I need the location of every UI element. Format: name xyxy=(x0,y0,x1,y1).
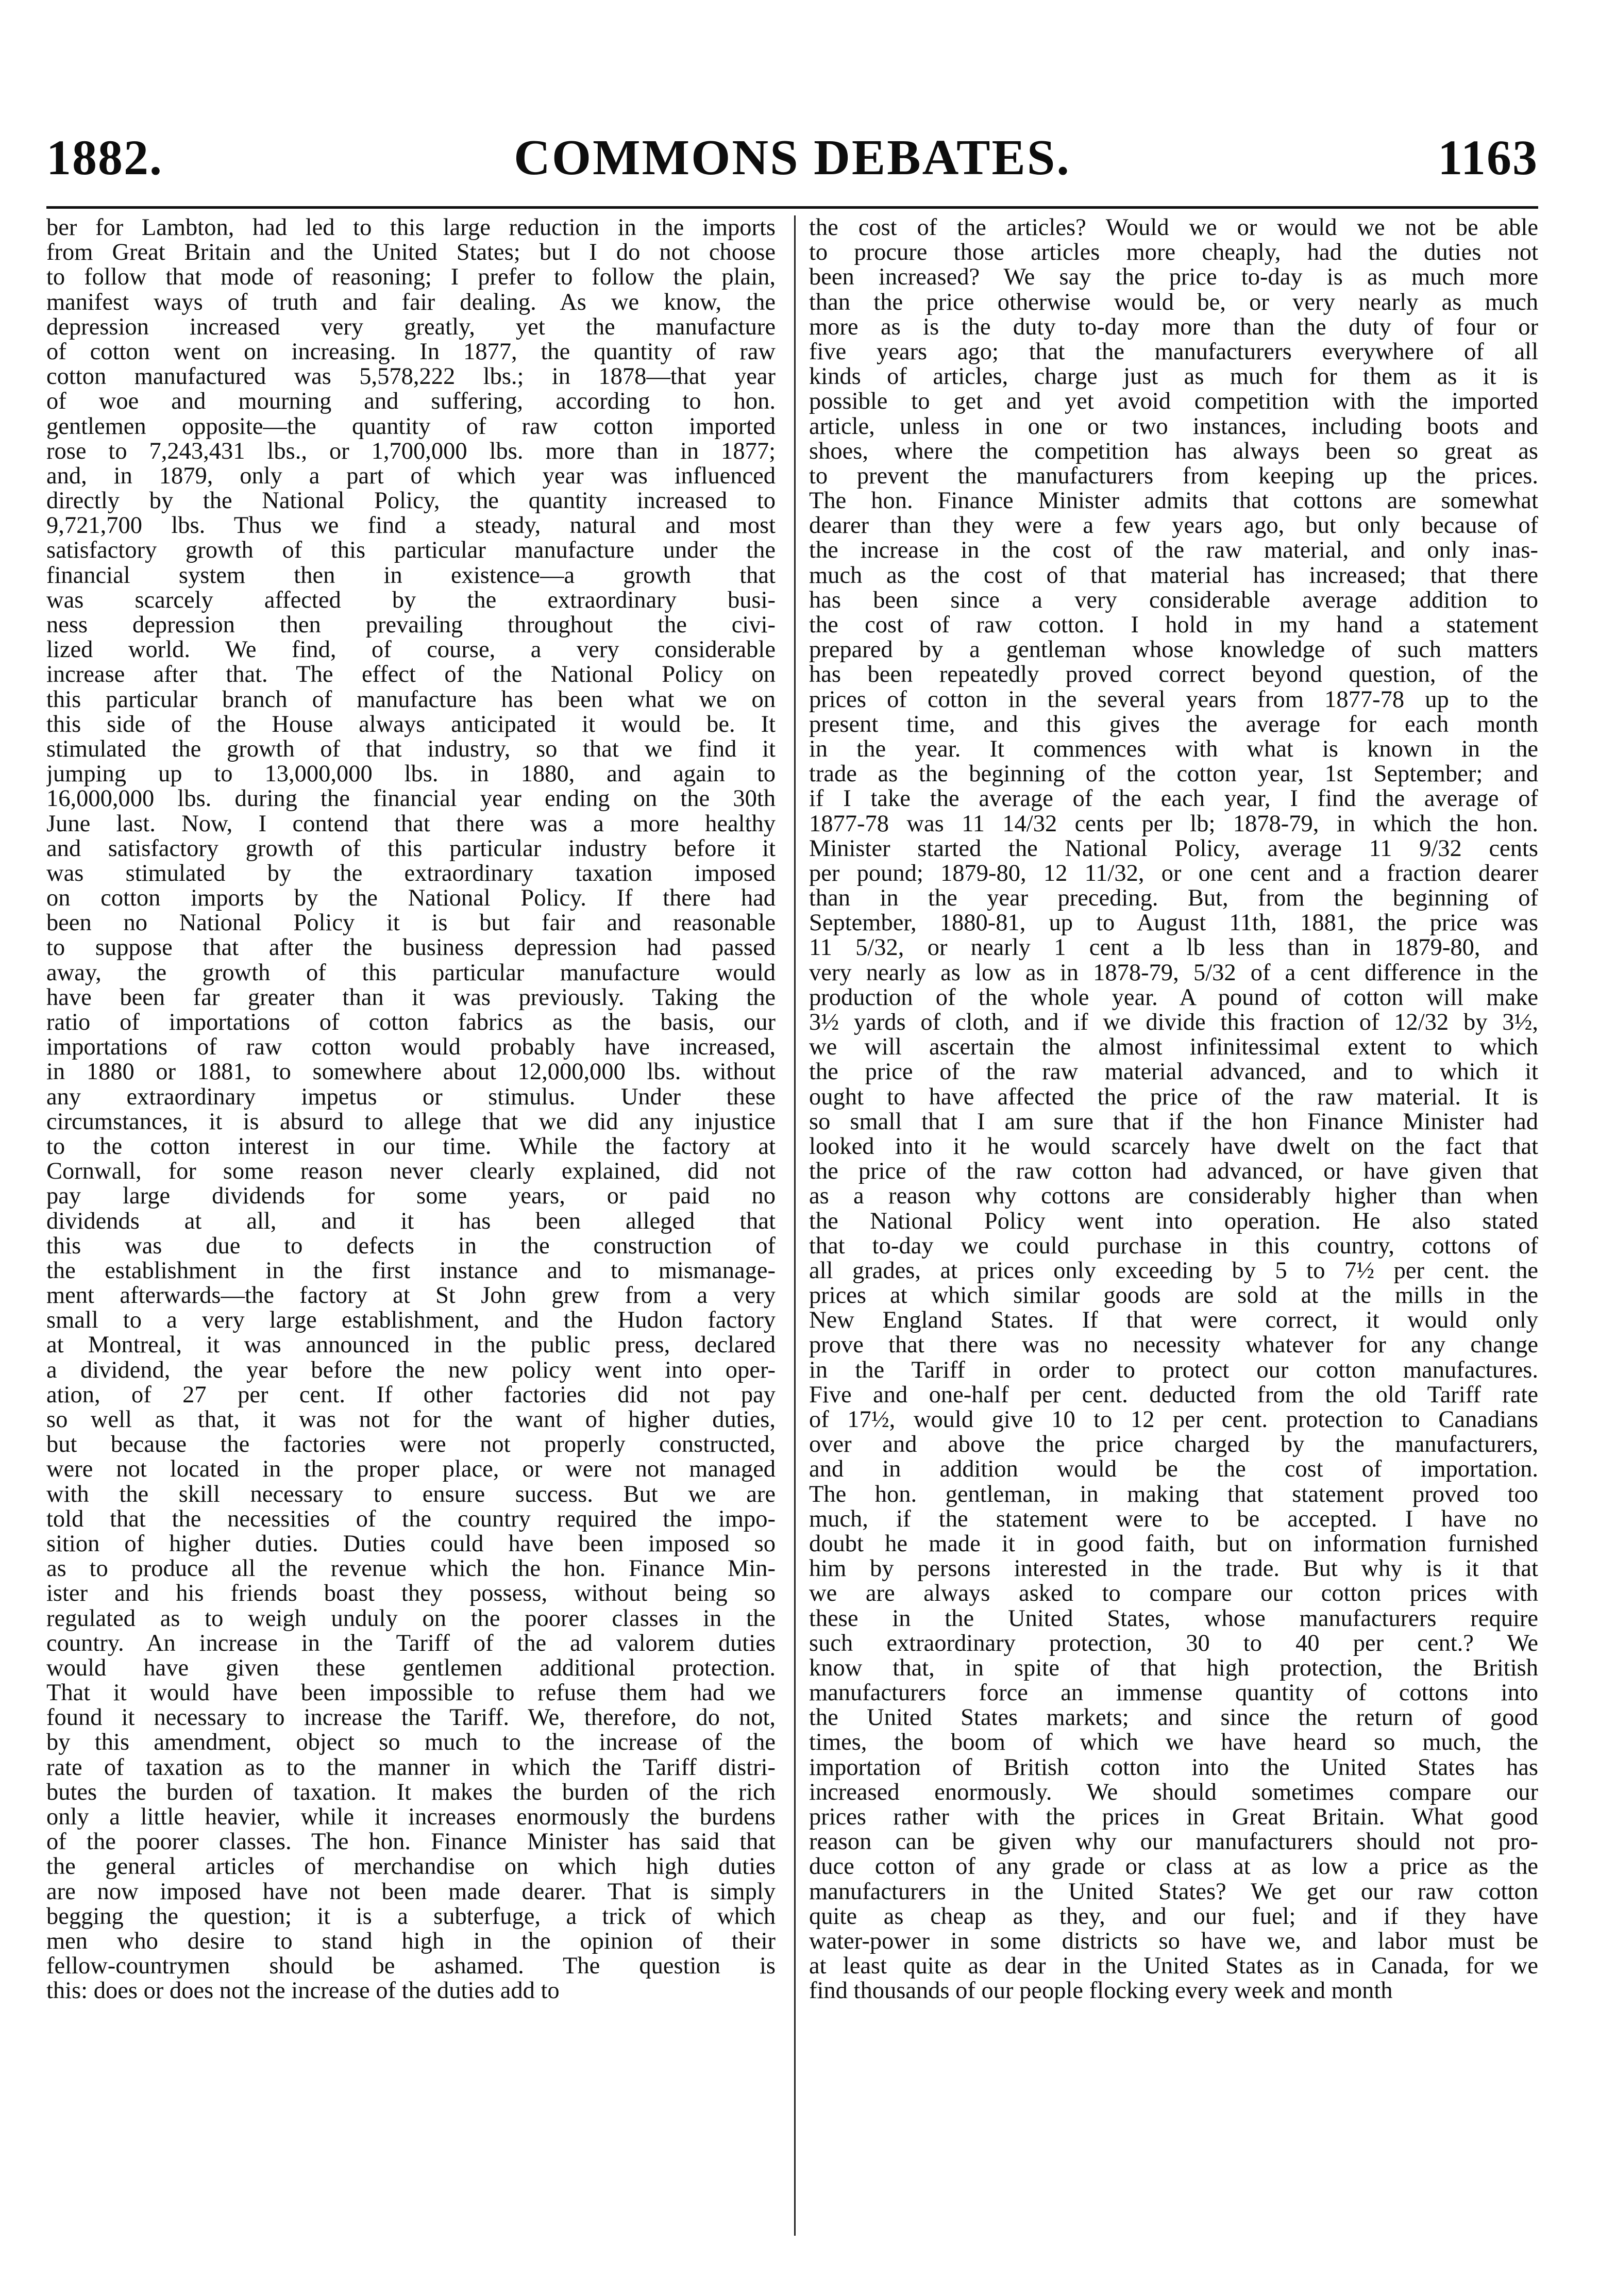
text-line: away, the growth of this particular manufacture would xyxy=(46,960,776,985)
text-line: reason can be given why our manufacturers should not pro- xyxy=(809,1830,1538,1855)
text-line: much, if the statement were to be accepted. I have no xyxy=(809,1506,1538,1532)
text-line: the increase in the cost of the raw material, and only inas- xyxy=(809,538,1538,563)
text-line: The hon. Finance Minister admits that cottons are somewhat xyxy=(809,489,1538,514)
text-line: of 17½, would give 10 to 12 per cent. protection to Canadians xyxy=(809,1407,1538,1433)
text-line: to the cotton interest in our time. While the factory at xyxy=(46,1134,776,1160)
text-line: prices of cotton in the several years from 1877-78 up to the xyxy=(809,687,1538,712)
text-line: dearer than they were a few years ago, but only because of xyxy=(809,513,1538,539)
text-line: cotton manufactured was 5,578,222 lbs.; in 1878—that year xyxy=(46,364,776,390)
text-line: Minister started the National Policy, average 11 9/32 cents xyxy=(809,836,1538,861)
text-line: ment afterwards—the factory at St John grew from a very xyxy=(46,1283,776,1309)
text-line: this: does or does not the increase of the duties add to xyxy=(46,1979,560,2004)
text-line: we will ascertain the almost infinitessimal extent to which xyxy=(809,1035,1538,1060)
text-line: five years ago; that the manufacturers everywhere of all xyxy=(809,339,1538,365)
text-line: circumstances, it is absurd to allege that we did any injustice xyxy=(46,1109,776,1134)
text-line: by this amendment, object so much to the increase of the xyxy=(46,1730,776,1755)
text-line: than in the year preceding. But, from the beginning of xyxy=(809,886,1538,911)
text-line: prove that there was no necessity whatever for any change xyxy=(809,1333,1538,1358)
text-line: to prevent the manufacturers from keeping up the prices. xyxy=(809,463,1538,489)
text-line: directly by the National Policy, the quantity increased to xyxy=(46,489,776,514)
text-line: so small that I am sure that if the hon Finance Minister had xyxy=(809,1109,1538,1134)
column-divider xyxy=(794,215,796,2236)
text-line: Cornwall, for some reason never clearly explained, did not xyxy=(46,1159,776,1184)
text-line: this side of the House always anticipated it would be. It xyxy=(46,712,776,737)
text-line: increase after that. The effect of the National Policy on xyxy=(46,662,776,688)
text-line: 16,000,000 lbs. during the financial year ending on the 30th xyxy=(46,786,776,812)
text-line: of woe and mourning and suffering, according to hon. xyxy=(46,389,776,414)
text-line: looked into it he would scarcely have dwelt on the fact that xyxy=(809,1134,1538,1160)
text-line: been increased? We say the price to-day is as much more xyxy=(809,265,1538,290)
text-line: dividends at all, and it has been alleged that xyxy=(46,1209,776,1234)
text-line: was stimulated by the extraordinary taxation imposed xyxy=(46,861,776,886)
text-line: as to produce all the revenue which the hon. Finance Min- xyxy=(46,1556,776,1582)
text-line: present time, and this gives the average for each month xyxy=(809,712,1538,737)
text-line: than the price otherwise would be, or very nearly as much xyxy=(809,290,1538,315)
text-line: and in addition would be the cost of importation. xyxy=(809,1457,1538,1482)
text-line: pay large dividends for some years, or paid no xyxy=(46,1184,776,1209)
text-line: were not located in the proper place, or were not managed xyxy=(46,1457,776,1482)
text-line: but because the factories were not properly constructed, xyxy=(46,1432,776,1457)
right-column xyxy=(809,215,1538,2004)
text-line: the price of the raw cotton had advanced, or have given that xyxy=(809,1159,1538,1184)
text-line: ness depression then prevailing throughout the civi- xyxy=(46,613,776,638)
text-line: in 1880 or 1881, to somewhere about 12,000,000 lbs. without xyxy=(46,1060,776,1085)
text-line: are now imposed have not been made dearer. That is simply xyxy=(46,1879,776,1904)
text-line: gentlemen opposite—the quantity of raw cotton imported xyxy=(46,414,776,439)
text-line: New England States. If that were correct, it would only xyxy=(809,1308,1538,1333)
header-title: COMMONS DEBATES. xyxy=(514,130,1071,186)
text-line: depression increased very greatly, yet the manufacture xyxy=(46,314,776,340)
text-line: as a reason why cottons are considerably higher than when xyxy=(809,1184,1538,1209)
text-line: sition of higher duties. Duties could have been imposed so xyxy=(46,1531,776,1557)
text-line: ation, of 27 per cent. If other factories did not pay xyxy=(46,1382,776,1407)
text-line: trade as the beginning of the cotton year, 1st September; and xyxy=(809,762,1538,787)
text-line: to procure those articles more cheaply, had the duties not xyxy=(809,240,1538,265)
text-line: butes the burden of taxation. It makes the burden of the rich xyxy=(46,1780,776,1805)
text-line: shoes, where the competition has always been so great as xyxy=(809,439,1538,464)
text-line: fellow-countrymen should be ashamed. The question is xyxy=(46,1954,776,1979)
text-line: in the year. It commences with what is known in the xyxy=(809,736,1538,762)
text-line: ought to have affected the price of the raw material. It is xyxy=(809,1084,1538,1110)
text-line: to suppose that after the business depression had passed xyxy=(46,935,776,961)
text-line: with the skill necessary to ensure success. But we are xyxy=(46,1482,776,1507)
text-line: at Montreal, it was announced in the public press, declared xyxy=(46,1333,776,1358)
text-line: prices at which similar goods are sold at the mills in the xyxy=(809,1283,1538,1309)
text-line: on cotton imports by the National Policy. If there had xyxy=(46,886,776,911)
text-line: more as is the duty to-day more than the duty of four or xyxy=(809,314,1538,340)
text-line: from Great Britain and the United States; but I do not choose xyxy=(46,240,776,265)
text-line: per pound; 1879-80, 12 11/32, or one cent and a fraction dearer xyxy=(809,861,1538,886)
text-line: Five and one-half per cent. deducted from the old Tariff rate xyxy=(809,1382,1538,1407)
text-line: know that, in spite of that high protection, the British xyxy=(809,1655,1538,1681)
text-line: production of the whole year. A pound of cotton will make xyxy=(809,985,1538,1010)
text-line: was scarcely affected by the extraordinary busi- xyxy=(46,588,776,613)
text-line: June last. Now, I contend that there was a more healthy xyxy=(46,811,776,836)
text-line: a dividend, the year before the new policy went into oper- xyxy=(46,1358,776,1383)
text-line: jumping up to 13,000,000 lbs. in 1880, and again to xyxy=(46,762,776,787)
text-line: the price of the raw material advanced, and to which it xyxy=(809,1060,1538,1085)
text-line: men who desire to stand high in the opinion of their xyxy=(46,1929,776,1954)
text-line: this was due to defects in the construction of xyxy=(46,1233,776,1259)
page-header xyxy=(46,129,1538,206)
text-line: manufacturers in the United States? We get our raw cotton xyxy=(809,1879,1538,1904)
text-line: small to a very large establishment, and the Hudon factory xyxy=(46,1308,776,1333)
text-line: regulated as to weigh unduly on the poorer classes in the xyxy=(46,1606,776,1631)
text-line: found it necessary to increase the Tariff. We, therefore, do not, xyxy=(46,1705,776,1731)
text-line: has been since a very considerable average addition to xyxy=(809,588,1538,613)
text-line: over and above the price charged by the manufacturers, xyxy=(809,1432,1538,1457)
text-line: the National Policy went into operation. He also stated xyxy=(809,1209,1538,1234)
text-line: of the poorer classes. The hon. Finance Minister has said that xyxy=(46,1830,776,1855)
text-line: these in the United States, whose manufacturers require xyxy=(809,1606,1538,1631)
text-line: been no National Policy it is but fair and reasonable xyxy=(46,911,776,936)
left-column xyxy=(46,215,776,2004)
text-line: such extraordinary protection, 30 to 40 per cent.? We xyxy=(809,1631,1538,1656)
text-line: find thousands of our people flocking every week and month xyxy=(809,1979,1393,2004)
text-line: if I take the average of the each year, I find the average of xyxy=(809,786,1538,812)
text-line: the United States markets; and since the return of good xyxy=(809,1705,1538,1731)
text-line: That it would have been impossible to refuse them had we xyxy=(46,1681,776,1706)
text-line: any extraordinary impetus or stimulus. Under these xyxy=(46,1084,776,1110)
text-line: very nearly as low as in 1878-79, 5/32 of a cent difference in the xyxy=(809,960,1538,985)
text-line: water-power in some districts so have we, and labor must be xyxy=(809,1929,1538,1954)
text-line: the general articles of merchandise on which high duties xyxy=(46,1854,776,1880)
text-line: article, unless in one or two instances, including boots and xyxy=(809,414,1538,439)
text-line: ratio of importations of cotton fabrics as the basis, our xyxy=(46,1010,776,1035)
text-line: this particular branch of manufacture has been what we on xyxy=(46,687,776,712)
header-page-number: 1163 xyxy=(1438,130,1538,185)
text-line: that to-day we could purchase in this country, cottons of xyxy=(809,1233,1538,1259)
text-line: prices rather with the prices in Great Britain. What good xyxy=(809,1805,1538,1830)
text-line: 11 5/32, or nearly 1 cent a lb less than in 1879-80, and xyxy=(809,935,1538,961)
text-line: prepared by a gentleman whose knowledge of such matters xyxy=(809,638,1538,663)
text-line: would have given these gentlemen additional protection. xyxy=(46,1655,776,1681)
text-line: much as the cost of that material has increased; that there xyxy=(809,563,1538,588)
text-line: so well as that, it was not for the want of higher duties, xyxy=(46,1407,776,1433)
text-line: 1877-78 was 11 14/32 cents per lb; 1878-79, in which the hon. xyxy=(809,811,1538,836)
text-line: country. An increase in the Tariff of the ad valorem duties xyxy=(46,1631,776,1656)
text-line: him by persons interested in the trade. But why is it that xyxy=(809,1556,1538,1582)
text-line: we are always asked to compare our cotton prices with xyxy=(809,1581,1538,1606)
text-line: The hon. gentleman, in making that statement proved too xyxy=(809,1482,1538,1507)
header-rule xyxy=(46,206,1538,209)
text-line: times, the boom of which we have heard so much, the xyxy=(809,1730,1538,1755)
text-line: begging the question; it is a subterfuge, a trick of which xyxy=(46,1904,776,1929)
text-line: possible to get and yet avoid competition with the imported xyxy=(809,389,1538,414)
text-line: all grades, at prices only exceeding by 5 to 7½ per cent. the xyxy=(809,1258,1538,1284)
text-line: in the Tariff in order to protect our cotton manufactures. xyxy=(809,1358,1538,1383)
text-line: manufacturers force an immense quantity of cottons into xyxy=(809,1681,1538,1706)
header-year: 1882. xyxy=(46,130,163,185)
text-line: and satisfactory growth of this particular industry before it xyxy=(46,836,776,861)
text-line: duce cotton of any grade or class at as low a price as the xyxy=(809,1854,1538,1880)
text-line: of cotton went on increasing. In 1877, the quantity of raw xyxy=(46,339,776,365)
text-line: importations of raw cotton would probably have increased, xyxy=(46,1035,776,1060)
text-line: increased enormously. We should sometimes compare our xyxy=(809,1780,1538,1805)
text-line: quite as cheap as they, and our fuel; and if they have xyxy=(809,1904,1538,1929)
text-line: and, in 1879, only a part of which year was influenced xyxy=(46,463,776,489)
text-line: the cost of the articles? Would we or would we not be able xyxy=(809,215,1538,241)
text-line: only a little heavier, while it increases enormously the burdens xyxy=(46,1805,776,1830)
text-line: the cost of raw cotton. I hold in my hand a statement xyxy=(809,613,1538,638)
text-line: doubt he made it in good faith, but on information furnished xyxy=(809,1531,1538,1557)
text-line: kinds of articles, charge just as much for them as it is xyxy=(809,364,1538,390)
text-line: at least quite as dear in the United States as in Canada, for we xyxy=(809,1954,1538,1979)
text-line: stimulated the growth of that industry, so that we find it xyxy=(46,736,776,762)
text-line: have been far greater than it was previously. Taking the xyxy=(46,985,776,1010)
text-line: the establishment in the first instance and to mismanage- xyxy=(46,1258,776,1284)
text-line: September, 1880-81, up to August 11th, 1881, the price was xyxy=(809,911,1538,936)
text-line: manifest ways of truth and fair dealing. As we know, the xyxy=(46,290,776,315)
text-line: told that the necessities of the country required the impo- xyxy=(46,1506,776,1532)
text-line: ister and his friends boast they possess, without being so xyxy=(46,1581,776,1606)
text-line: rose to 7,243,431 lbs., or 1,700,000 lbs. more than in 1877; xyxy=(46,439,776,464)
text-line: importation of British cotton into the United States has xyxy=(809,1755,1538,1780)
text-line: 3½ yards of cloth, and if we divide this fraction of 12/32 by 3½, xyxy=(809,1010,1538,1035)
text-line: satisfactory growth of this particular manufacture under the xyxy=(46,538,776,563)
text-line: rate of taxation as to the manner in which the Tariff distri- xyxy=(46,1755,776,1780)
text-line: lized world. We find, of course, a very considerable xyxy=(46,638,776,663)
text-line: 9,721,700 lbs. Thus we find a steady, natural and most xyxy=(46,513,776,539)
text-line: financial system then in existence—a growth that xyxy=(46,563,776,588)
text-line: to follow that mode of reasoning; I prefer to follow the plain, xyxy=(46,265,776,290)
text-line: ber for Lambton, had led to this large reduction in the imports xyxy=(46,215,776,241)
text-line: has been repeatedly proved correct beyond question, of the xyxy=(809,662,1538,688)
